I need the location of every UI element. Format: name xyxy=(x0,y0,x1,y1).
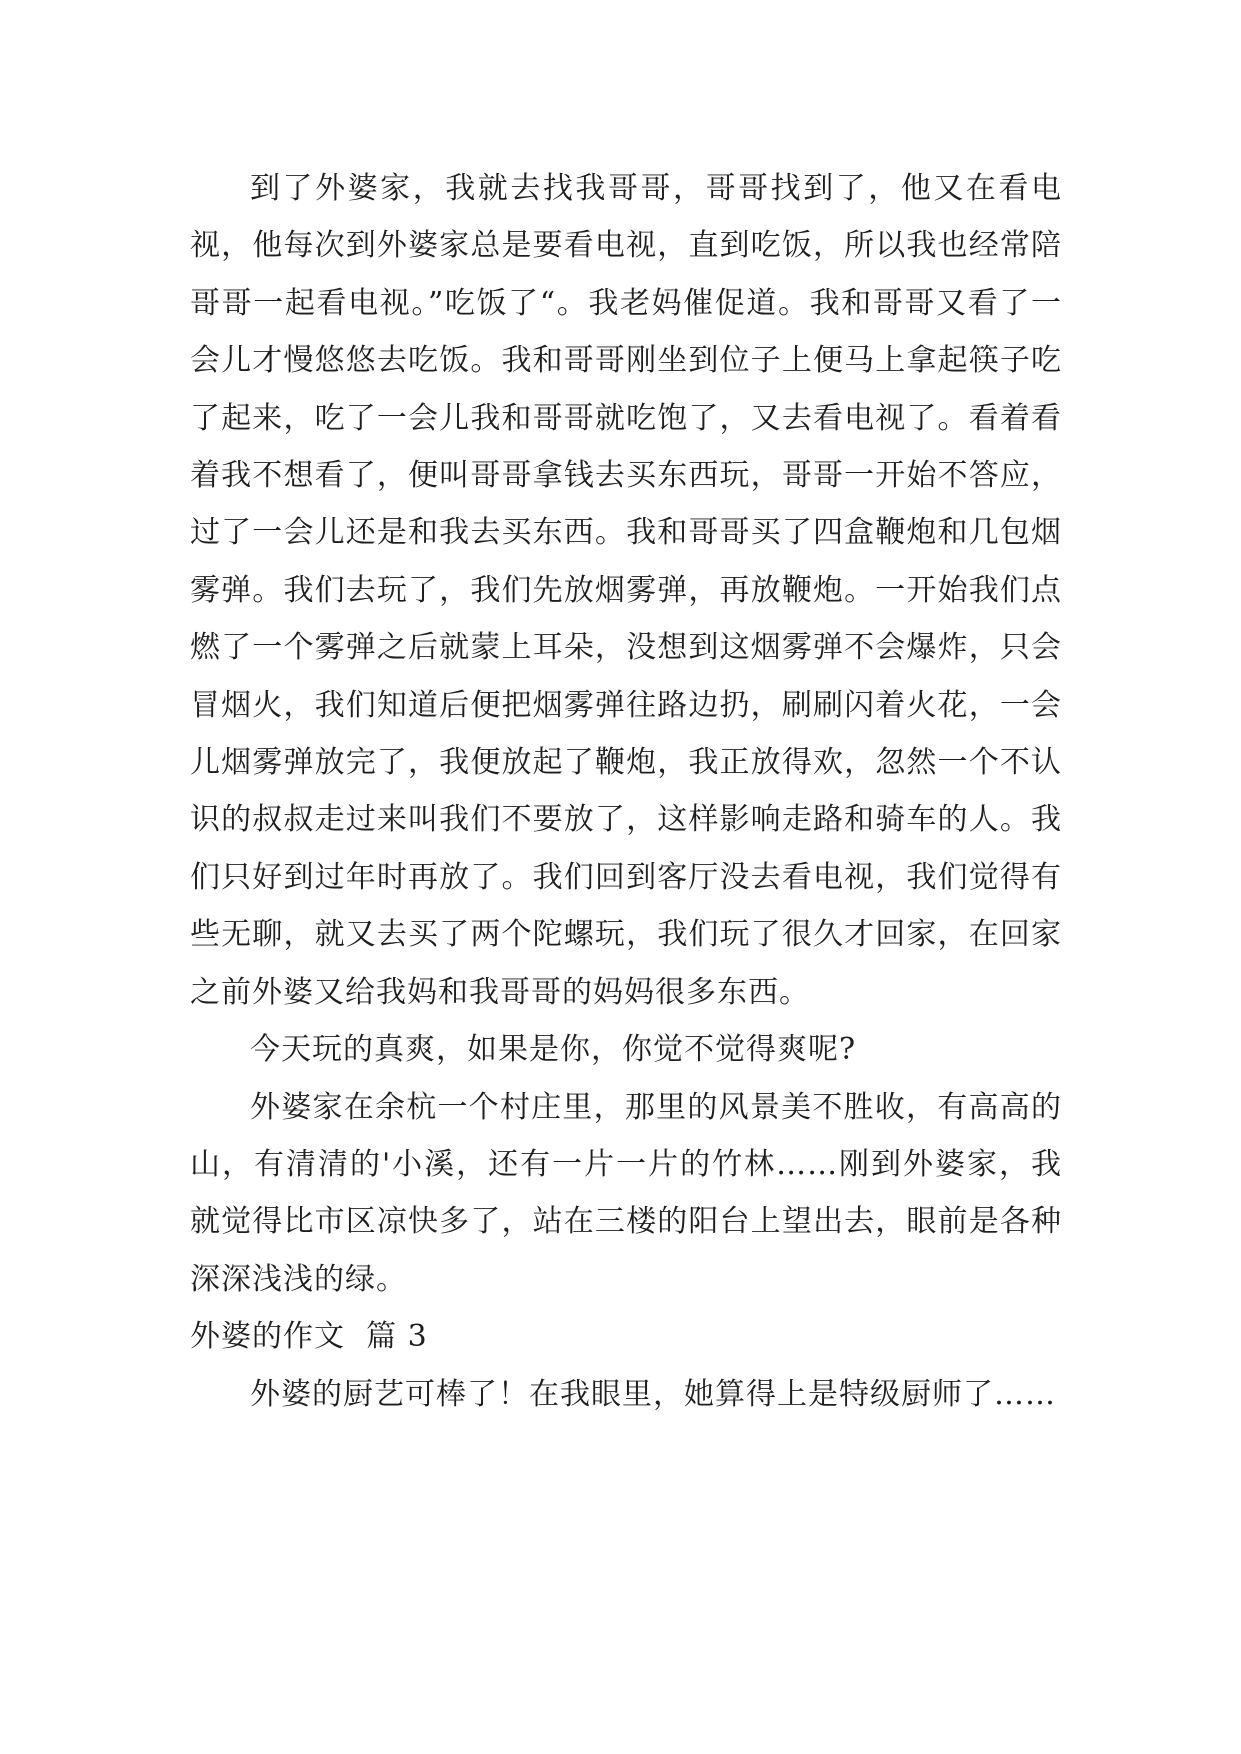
paragraph-cooking: 外婆的厨艺可棒了！在我眼里，她算得上是特级厨师了…… xyxy=(250,1376,1056,1412)
paragraph-scenery: 外婆家在余杭一个村庄里，那里的风景美不胜收，有高高的山，有清清的'小溪，还有一片一片的竹林……刚到外婆家，我就觉得比市区凉快多了，站在三楼的阳台上望出去，眼前是各种深深浅浅的绿。 xyxy=(190,1089,1062,1297)
paragraph-question: 今天玩的真爽，如果是你，你觉不觉得爽呢? xyxy=(250,1032,857,1068)
section-heading: 外婆的作文 篇 3 xyxy=(190,1319,428,1355)
document-body xyxy=(190,160,1062,1423)
paragraph-visit: 到了外婆家，我就去找我哥哥，哥哥找到了，他又在看电视，他每次到外婆家总是要看电视，直到吃饭，所以我也经常陪哥哥一起看电视。”吃饭了“。我老妈催促道。我和哥哥又看了一会儿才慢悠悠去吃饭。我和哥哥刚坐到位子上便马上拿起筷子吃了起来，吃了一会儿我和哥哥就吃饱了，又去看电视了。看着看着我不想看了，便叫哥哥拿钱去买东西玩，哥哥一开始不答应，过了一会儿还是和我去买东西。我和哥哥买了四盒鞭炮和几包烟雾弹。我们去玩了，我们先放烟雾弹，再放鞭炮。一开始我们点燃了一个雾弹之后就蒙上耳朵，没想到这烟雾弹不会爆炸，只会冒烟火，我们知道后便把烟雾弹往路边扔，刷刷闪着火花，一会儿烟雾弹放完了，我便放起了鞭炮，我正放得欢，忽然一个不认识的叔叔走过来叫我们不要放了，这样影响走路和骑车的人。我们只好到过年时再放了。我们回到客厅没去看电视，我们觉得有些无聊，就又去买了两个陀螺玩，我们玩了很久才回家，在回家之前外婆又给我妈和我哥哥的妈妈很多东西。 xyxy=(190,171,1062,1010)
